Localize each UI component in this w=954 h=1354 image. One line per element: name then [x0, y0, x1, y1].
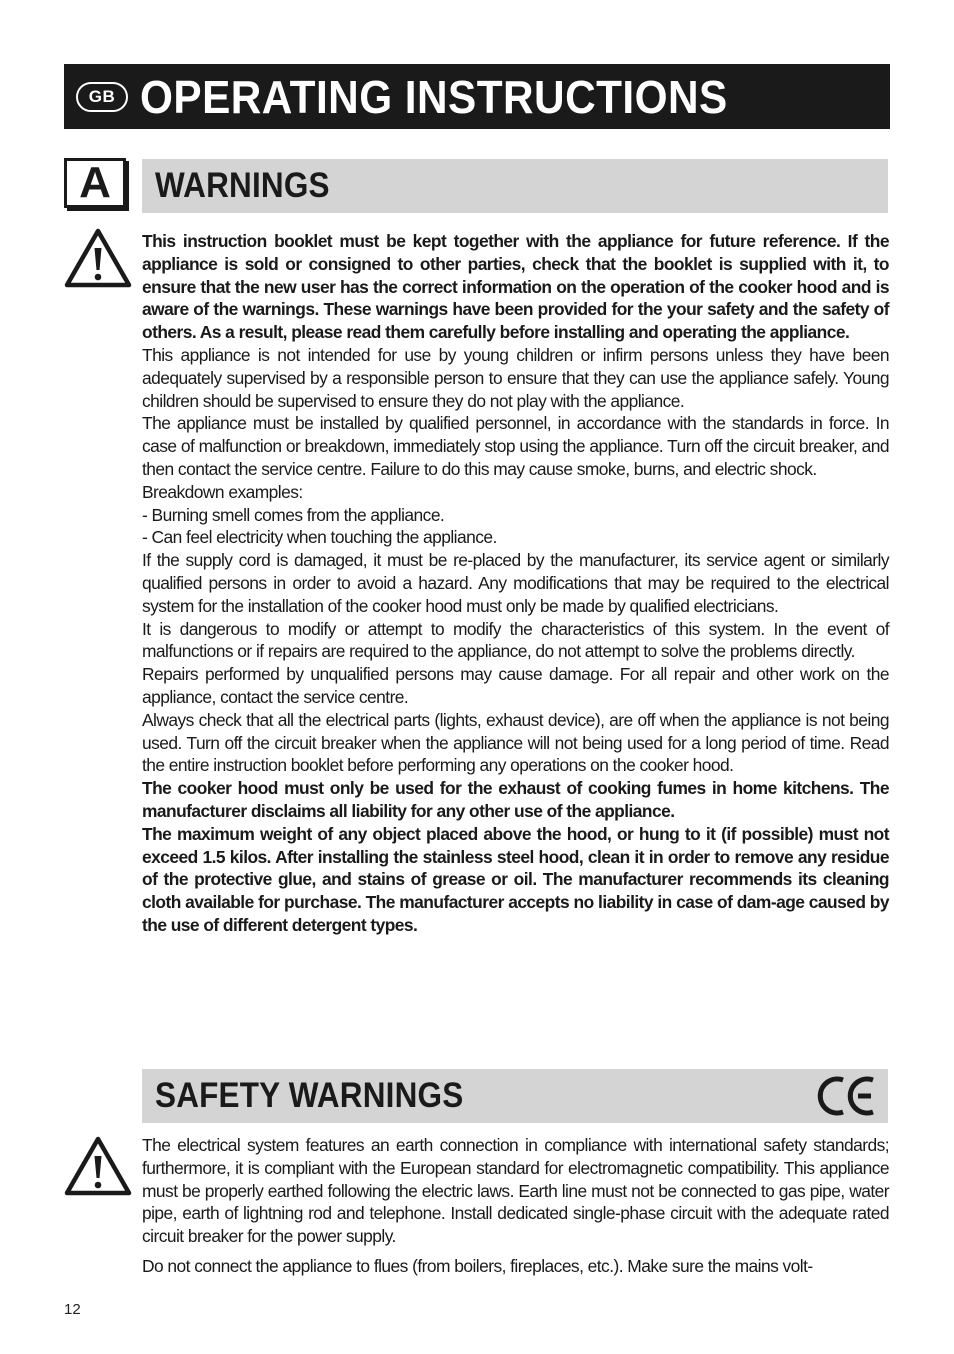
warnings-paragraph: This instruction booklet must be kept together with the appliance for future reference. If the appliance is sold or consigned to other parties, check that the booklet is supplied with it, to ensure that the new user has the correct information on the operation of the cooker hood and is aware of the warnings. These warnings have been provided for the your safety and the safety of others. As a result, please read them carefully before installing and operating the appliance.: [142, 231, 889, 343]
language-badge: GB: [76, 82, 128, 112]
ce-mark-icon: [816, 1074, 878, 1118]
page-number: 12: [64, 1301, 81, 1318]
warnings-list-item: - Can feel electricity when touching the appliance.: [142, 527, 497, 548]
section-letter-a: A: [64, 158, 126, 208]
warnings-paragraph: Repairs performed by unqualified persons may cause damage. For all repair and other work on the appliance, contact the service centre.: [142, 664, 889, 707]
warnings-list-item: - Burning smell comes from the appliance.: [142, 504, 445, 525]
warnings-paragraph: The appliance must be installed by qualified personnel, in accordance with the standards in force. In case of malfunction or breakdown, immediately stop using the appliance. Turn off the circuit breaker, and then contact the service centre. Failure to do this may cause smoke, burns, and electric shock.: [142, 413, 889, 479]
warning-triangle-icon: [64, 228, 132, 288]
safety-paragraph: The electrical system features an earth connection in compliance with international safety standards; furthermore, it is compliant with the European standard for electromagnetic compatibility. This appliance must be properly earthed following the electric laws. Earth line must not be connected to gas pipe, water pipe, earth of lightning rod and telephone. Install dedicated single-phase circuit with the adequate rated circuit breaker for the power supply.: [142, 1135, 889, 1247]
warnings-paragraph: The maximum weight of any object placed above the hood, or hung to it (if possible) must not exceed 1.5 kilos. After installing the stainless steel hood, clean it in order to remove any residue of the protective glue, and stains of grease or oil. The manufacturer recommends its cleaning cloth available for purchase. The manufacturer accepts no liability in case of dam-age caused by the use of different detergent types.: [142, 823, 889, 935]
page-title: OPERATING INSTRUCTIONS: [140, 70, 728, 123]
warnings-heading-bar: [142, 159, 888, 213]
safety-warnings-body: [142, 1134, 889, 1278]
header-bar: [64, 64, 890, 129]
warnings-paragraph: If the supply cord is damaged, it must be re-placed by the manufacturer, its service agent or similarly qualified persons in order to avoid a hazard. Any modifications that may be required to the electrical system for the installation of the cooker hood must only be made by qualified electricians.: [142, 550, 889, 616]
warnings-paragraph: This appliance is not intended for use by young children or infirm persons unless they have been adequately supervised by a responsible person to ensure that they can use the appliance safely. Young children should be supervised to ensure they do not play with the appliance.: [142, 344, 889, 411]
safety-warnings-title: SAFETY WARNINGS: [155, 1076, 464, 1115]
safety-paragraph: Do not connect the appliance to flues (from boilers, fireplaces, etc.). Make sure the mains volt-: [142, 1255, 813, 1276]
warnings-title: WARNINGS: [155, 166, 330, 205]
warnings-body: [142, 230, 889, 937]
safety-warnings-heading-bar: [142, 1069, 888, 1123]
warnings-paragraph: It is dangerous to modify or attempt to modify the characteristics of this system. In the event of malfunctions or if repairs are required to the appliance, do not attempt to solve the problems directly.: [142, 618, 889, 662]
warnings-paragraph: The cooker hood must only be used for the exhaust of cooking fumes in home kitchens. The manufacturer disclaims all liability for any other use of the appliance.: [142, 778, 889, 821]
warnings-paragraph: Breakdown examples:: [142, 481, 303, 502]
warnings-paragraph: Always check that all the electrical parts (lights, exhaust device), are off when the appliance is not being used. Turn off the circuit breaker when the appliance will not being used for a long period of time. Read the entire instruction booklet before performing any operations on the cooker hood.: [142, 709, 889, 776]
warning-triangle-icon: [64, 1136, 132, 1196]
